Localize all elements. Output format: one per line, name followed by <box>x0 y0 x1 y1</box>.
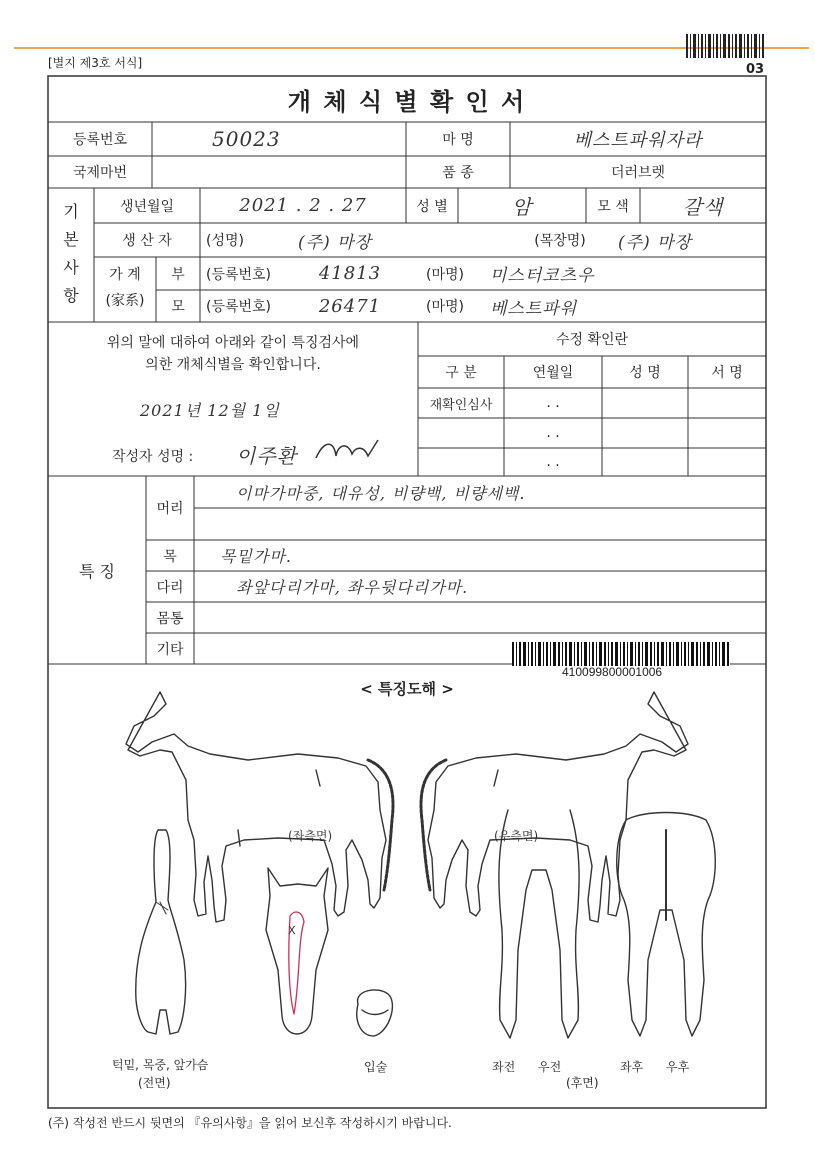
front-label: (전면) <box>138 1076 171 1090</box>
writer-label: 작성자 성명 : <box>112 449 194 465</box>
farm-label: (목장명) <box>534 233 586 249</box>
head-mark-x: X <box>288 924 296 937</box>
sire-reg-value: 41813 <box>318 263 382 284</box>
legs-label: 다리 <box>156 579 184 596</box>
row1-label: 재확인심사 <box>429 397 493 413</box>
features-section-label: 특 징 <box>79 561 115 581</box>
col-name: 성 명 <box>629 365 661 381</box>
horse-diagrams <box>48 690 766 1100</box>
neck-label: 목 <box>163 548 177 565</box>
sex-label: 성 별 <box>416 198 448 215</box>
basic-section-label: 기 본 사 항 <box>63 202 79 305</box>
birth-value: 2021 . 2 . 27 <box>239 195 367 216</box>
front-caption: 턱밑, 목중, 앞가슴 <box>112 1058 209 1072</box>
confirmation-date: 2021년 12월 1일 <box>140 401 280 420</box>
horse-front-view-icon <box>136 830 186 1034</box>
writer-value: 이주환 <box>236 444 297 468</box>
reg-no-label: 등록번호 <box>72 132 128 148</box>
rear-left-caption: 좌후 <box>620 1060 644 1074</box>
col-division: 구 분 <box>445 365 477 381</box>
dam-reg-label: (등록번호) <box>206 299 272 315</box>
page-number: 03 <box>746 62 765 77</box>
legs-value: 좌앞다리가마, 좌우뒷다리가마. <box>236 578 469 597</box>
dam-reg-value: 26471 <box>318 295 382 317</box>
intl-no-value <box>152 156 406 188</box>
writer-signature <box>312 434 382 468</box>
coat-label: 모 색 <box>597 198 629 215</box>
front-right-caption: 우전 <box>538 1060 562 1074</box>
revision-title: 수정 확인란 <box>555 332 629 348</box>
sire-reg-label: (등록번호) <box>206 266 272 283</box>
sire-name-label: (마명) <box>426 266 464 283</box>
document-title: 개 체 식 별 확 인 서 <box>287 87 527 116</box>
form-label: [별지 제3호 서식] <box>48 56 143 70</box>
dam-name-value: 베스트파워 <box>490 298 578 319</box>
dam-label: 모 <box>171 299 185 315</box>
lips-caption: 입술 <box>364 1060 388 1074</box>
col-date: 연월일 <box>532 365 574 381</box>
right-side-caption: (우측면) <box>494 829 539 843</box>
horse-head-front-icon <box>266 868 328 1034</box>
barcode-number: 410099800001006 <box>562 665 663 679</box>
col-sign: 서 명 <box>711 365 743 381</box>
feature-barcode <box>512 642 730 666</box>
intl-no-label: 국제마번 <box>72 165 128 181</box>
horse-left-side-icon <box>126 692 393 922</box>
breed-value: 더러브렛 <box>610 165 666 181</box>
row2-date: . . <box>546 425 560 441</box>
row3-date: . . <box>546 454 560 470</box>
row1-date: . . <box>546 395 560 411</box>
horse-front-legs-icon <box>499 810 579 1038</box>
breed-label: 품 종 <box>442 165 474 181</box>
rear-label: (후면) <box>566 1076 599 1090</box>
birth-label: 생년월일 <box>119 198 175 215</box>
horse-right-side-icon <box>421 692 688 922</box>
breeder-name-value: (주) 마장 <box>298 232 372 253</box>
confirmation-text: 위의 말에 대하여 아래와 같이 특징검사에 의한 개체식별을 확인합니다. <box>106 335 360 373</box>
diagram-title: < 특징도해 > <box>360 679 454 698</box>
breeder-label: 생 산 자 <box>122 233 172 249</box>
reg-no-value: 50023 <box>212 127 281 151</box>
left-side-caption: (좌측면) <box>288 829 333 843</box>
coat-value: 갈색 <box>682 195 724 219</box>
other-label: 기타 <box>156 641 184 658</box>
dam-name-label: (마명) <box>426 299 464 315</box>
rear-right-caption: 우후 <box>666 1060 690 1074</box>
footer-note: (주) 작성전 반드시 뒷면의 『유의사항』을 읽어 보신후 작성하시기 바랍니다. <box>48 1116 452 1130</box>
other-value <box>194 633 494 664</box>
horse-name-value: 베스트파워자라 <box>573 130 703 151</box>
sire-name-value: 미스터코츠우 <box>490 266 595 286</box>
head-value: 이마가마중, 대유성, 비량백, 비량세백. <box>236 483 526 503</box>
sex-value: 암 <box>511 195 533 219</box>
farm-value: (주) 마장 <box>618 232 692 253</box>
front-left-caption: 좌전 <box>492 1060 516 1074</box>
head-label: 머리 <box>156 501 184 517</box>
body-value <box>194 602 494 633</box>
neck-value: 목밑가마. <box>220 547 292 566</box>
horse-rear-view-icon <box>617 813 716 1037</box>
horse-name-label: 마 명 <box>442 132 474 148</box>
breeder-name-label: (성명) <box>206 233 244 249</box>
sire-label: 부 <box>171 266 185 283</box>
lips-icon <box>357 990 393 1036</box>
body-label: 몸통 <box>156 610 184 627</box>
pedigree-label: 가 계 (家系) <box>105 267 145 309</box>
